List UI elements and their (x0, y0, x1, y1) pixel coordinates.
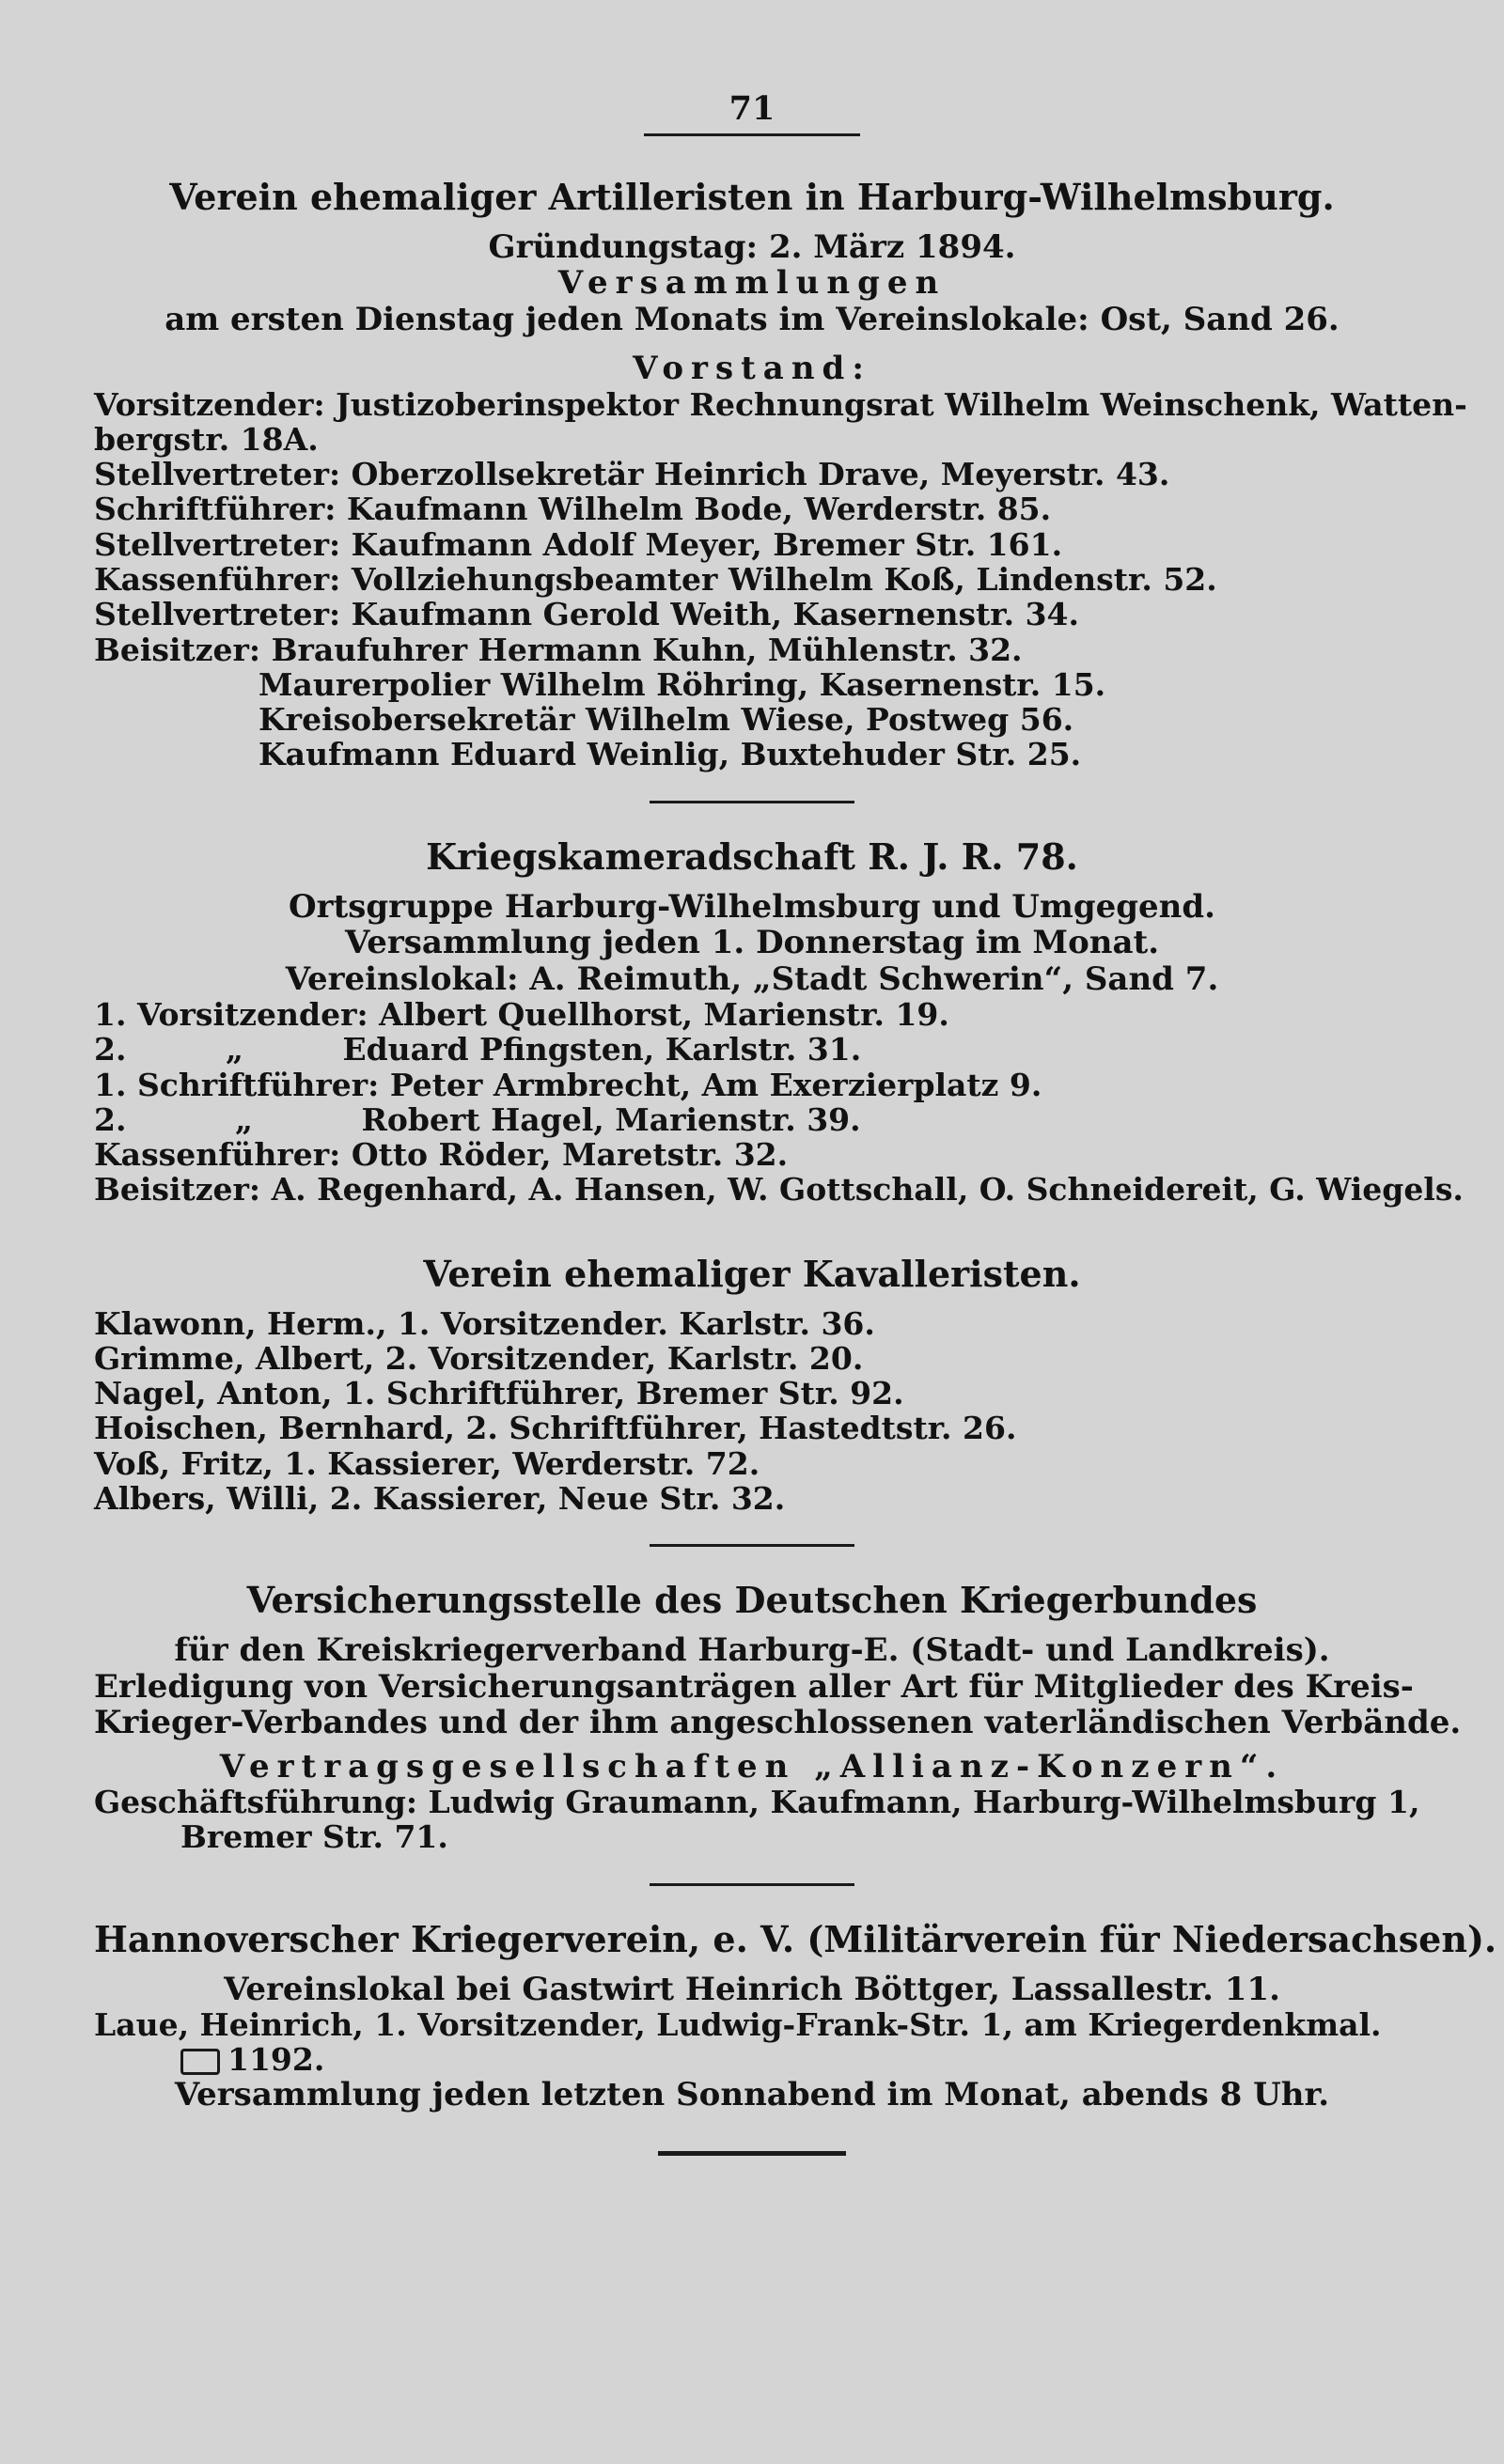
section-title: Verein ehemaliger Artilleristen in Harburg-Wilhelmsburg. (169, 176, 1335, 218)
board-line: bergstr. 18A. (94, 420, 319, 458)
meetings-text: am ersten Dienstag jeden Monats im Vereinslokale: Ost, Sand 26. (164, 300, 1340, 338)
phone-line (94, 2042, 1410, 2077)
member-line: Klawonn, Herm., 1. Vorsitzender. Karlstr. 36. (94, 1304, 875, 1342)
section-artilleristen (94, 176, 1467, 773)
officer-role: 1. Vorsitzender: (94, 995, 368, 1033)
telephone-icon (180, 2049, 220, 2075)
management-line: Geschäftsführung: Ludwig Graumann, Kaufmann, Harburg-Wilhelmsburg 1, (94, 1783, 1420, 1820)
officer-line (94, 1032, 1410, 1067)
officer-name: Albert Quellhorst, Marienstr. 19. (379, 995, 949, 1033)
meetings-heading: Versammlungen (557, 264, 947, 303)
info-line: Krieger-Verbandes und der ihm angeschlossenen vaterländischen Verbände. (94, 1704, 1462, 1742)
section-hannoverscher-kriegerverein (94, 1917, 1497, 2114)
officer-role: 2. (94, 1100, 127, 1138)
ditto-mark: „ (234, 1100, 253, 1138)
member-line: Albers, Willi, 2. Kassierer, Neue Str. 32. (94, 1480, 786, 1518)
page-number: 71 (644, 89, 860, 136)
board-line: Stellvertreter: Kaufmann Adolf Meyer, Bremer Str. 161. (94, 525, 1063, 563)
board-line: Schriftführer: Kaufmann Wilhelm Bode, Werderstr. 85. (94, 491, 1052, 528)
founding-date: Gründungstag: 2. März 1894. (488, 228, 1016, 266)
meeting-line: Versammlung jeden letzten Sonnabend im Monat, abends 8 Uhr. (174, 2076, 1330, 2114)
officer-line: Beisitzer: A. Regenhard, A. Hansen, W. Gottschall, O. Schneidereit, G. Wiegels. (94, 1171, 1464, 1209)
ditto-mark: „ (225, 1031, 243, 1068)
officer-line: Kassenführer: Otto Röder, Maretstr. 32. (94, 1136, 789, 1174)
officer-role: 1. Schriftführer: (94, 1066, 380, 1103)
end-divider (658, 2151, 846, 2156)
board-line: Kaufmann Eduard Weinlig, Buxtehuder Str. 25. (258, 736, 1082, 773)
management-line: Bremer Str. 71. (180, 1818, 448, 1856)
section-title: Hannoverscher Kriegerverein, e. V. (Militärverein für Niedersachsen). (94, 1917, 1497, 1960)
info-line: Vereinslokal: A. Reimuth, „Stadt Schwerin“, Sand 7. (285, 959, 1219, 998)
section-versicherungsstelle (94, 1579, 1462, 1856)
divider (650, 1544, 854, 1547)
member-line: Hoischen, Bernhard, 2. Schriftführer, Hastedtstr. 26. (94, 1410, 1017, 1447)
officer-line (94, 997, 1410, 1032)
officer-name: Robert Hagel, Marienstr. 39. (361, 1100, 861, 1138)
info-line: für den Kreiskriegerverband Harburg-E. (Stadt- und Landkreis). (174, 1631, 1330, 1670)
info-line: Erledigung von Versicherungsanträgen aller Art für Mitglieder des Kreis- (94, 1667, 1414, 1706)
board-line: Kassenführer: Vollziehungsbeamter Wilhelm Koß, Lindenstr. 52. (94, 561, 1217, 599)
board-line: Vorsitzender: Justizoberinspektor Rechnungsrat Wilhelm Weinschenk, Watten- (94, 385, 1467, 423)
chair-line: Laue, Heinrich, 1. Vorsitzender, Ludwig-Frank-Str. 1, am Kriegerdenkmal. (94, 2005, 1382, 2043)
member-line: Grimme, Albert, 2. Vorsitzender, Karlstr. 20. (94, 1339, 864, 1377)
board-line: Kreisobersekretär Wilhelm Wiese, Postweg 56. (258, 701, 1074, 739)
officer-line (94, 1068, 1410, 1102)
section-kriegskameradschaft (94, 834, 1464, 1209)
board-line: Stellvertreter: Oberzollsekretär Heinrich Drave, Meyerstr. 43. (94, 456, 1170, 493)
board-line: Maurerpolier Wilhelm Röhring, Kasernenstr. 15. (258, 665, 1106, 703)
board-line: Beisitzer: Braufuhrer Hermann Kuhn, Mühlenstr. 32. (94, 631, 1023, 668)
officer-name: Eduard Pfingsten, Karlstr. 31. (342, 1031, 862, 1068)
divider (650, 801, 854, 803)
section-title: Kriegskameradschaft R. J. R. 78. (426, 834, 1078, 878)
section-kavalleristen (94, 1253, 1410, 1517)
officer-role: 2. (94, 1031, 127, 1068)
officer-line (94, 1102, 1410, 1137)
board-heading: Vorstand: (633, 350, 871, 388)
info-line: Versammlung jeden 1. Donnerstag im Monat. (344, 924, 1160, 962)
info-line: Vereinslokal bei Gastwirt Heinrich Böttger, Lassallestr. 11. (224, 1970, 1280, 2008)
contract-line: Vertragsgesellschaften „Allianz-Konzern“. (219, 1747, 1285, 1786)
info-line: Ortsgruppe Harburg-Wilhelmsburg und Umgegend. (289, 887, 1215, 926)
member-line: Voß, Fritz, 1. Kassierer, Werderstr. 72. (94, 1444, 760, 1482)
section-title: Verein ehemaliger Kavalleristen. (423, 1252, 1081, 1295)
officer-name: Peter Armbrecht, Am Exerzierplatz 9. (389, 1066, 1042, 1103)
section-title: Versicherungsstelle des Deutschen Kriegerbundes (246, 1579, 1258, 1622)
member-line: Nagel, Anton, 1. Schriftführer, Bremer Str. 92. (94, 1375, 904, 1412)
board-line: Stellvertreter: Kaufmann Gerold Weith, Kasernenstr. 34. (94, 596, 1080, 633)
phone-number: 1192. (227, 2041, 325, 2079)
divider (650, 1883, 854, 1886)
